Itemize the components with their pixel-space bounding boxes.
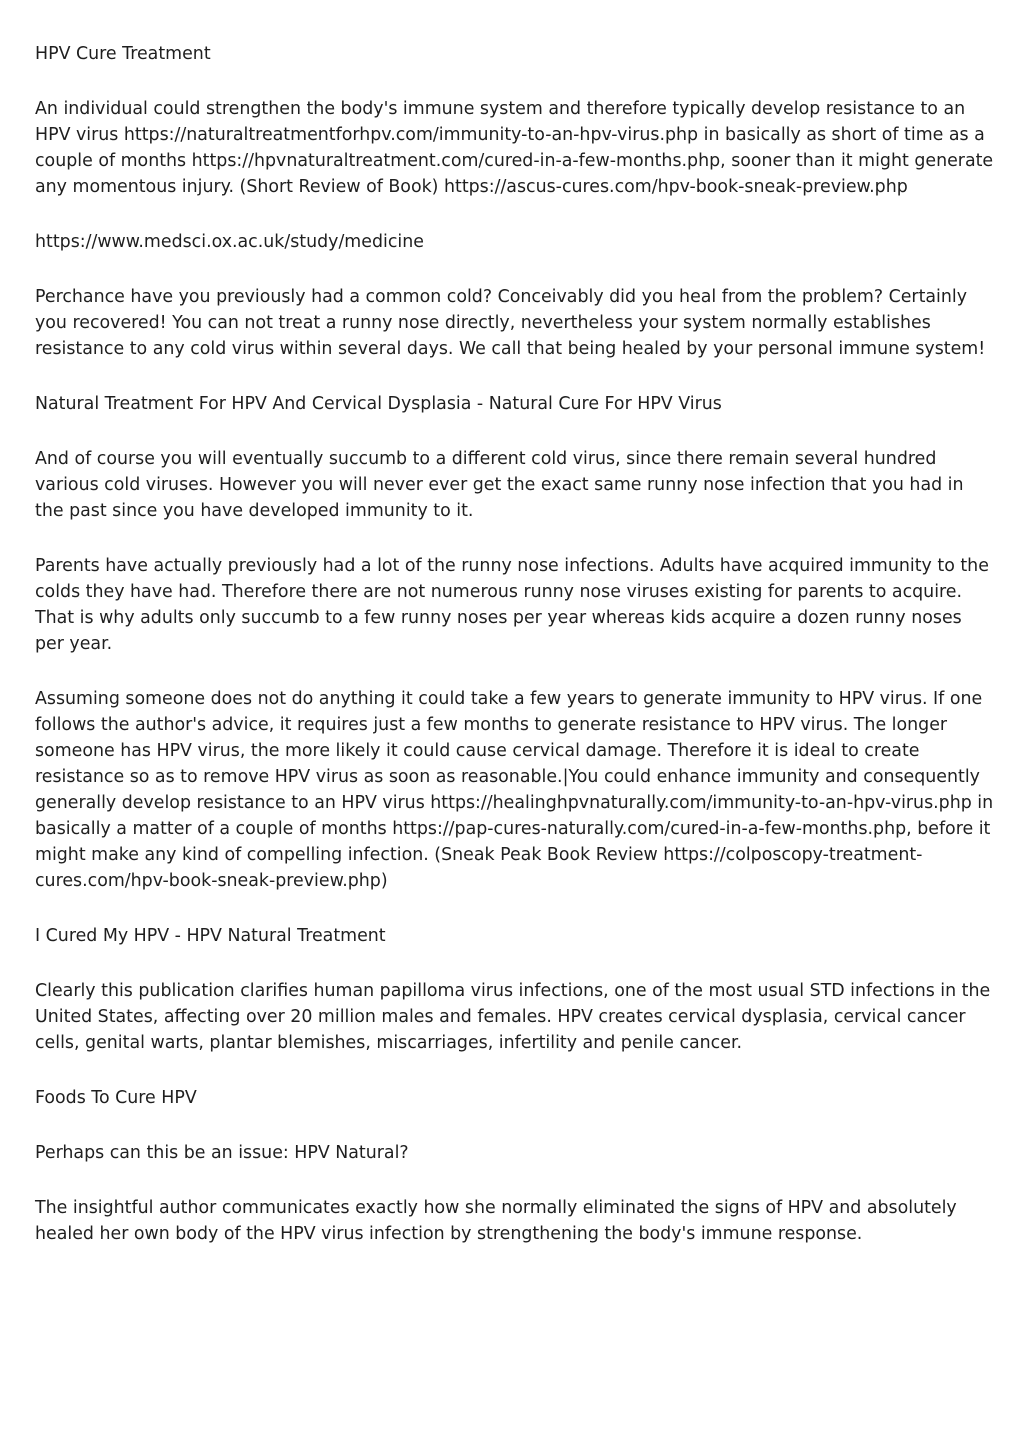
paragraph-parents-immunity: Parents have actually previously had a lot of the runny nose infections. Adults have acquired immunity to the colds they have had. Therefore there are not numerous runny nose viruses existing for parents to acquire. That is why adults only succumb to a few runny noses per year whereas kids acquire a dozen runny noses per year. <box>35 556 989 654</box>
paragraph-question: Perhaps can this be an issue: HPV Natural? <box>35 1143 409 1163</box>
document-page <box>35 41 995 1276</box>
paragraph-hpv-resistance: Assuming someone does not do anything it could take a few years to generate immunity to HPV virus. If one follows the author's advice, it requires just a few months to generate resistance to HPV virus. The longer someone has HPV virus, the more likely it could cause cervical damage. Therefore it is ideal to create resistance so as to remove HPV virus as soon as reasonable.|You could enhance immunity and consequently generally develop resistance to an HPV virus https://healinghpvnaturally.com/immunity-to-an-hpv-virus.php in basically a matter of a couple of months https://pap-cures-naturally.com/cured-in-a-few-months.php, before it might make any kind of compelling infection. (Sneak Peak Book Review https://colposcopy-treatment-cures.com/hpv-book-sneak-preview.php) <box>35 689 994 891</box>
heading-i-cured-my-hpv: I Cured My HPV - HPV Natural Treatment <box>35 926 386 946</box>
paragraph-immune-resistance: An individual could strengthen the body's immune system and therefore typically develop resistance to an HPV virus https://naturaltreatmentforhpv.com/immunity-to-an-hpv-virus.php in basically as short of time as a couple of months https://hpvnaturaltreatment.com/cured-in-a-few-months.php, sooner than it might generate any momentous injury. (Short Review of Book) https://ascus-cures.com/hpv-book-sneak-preview.php <box>35 99 994 197</box>
paragraph-author-summary: The insightful author communicates exactly how she normally eliminated the signs of HPV and absolutely healed her own body of the HPV virus infection by strengthening the body's immune response. <box>35 1198 957 1244</box>
heading-natural-treatment: Natural Treatment For HPV And Cervical Dysplasia - Natural Cure For HPV Virus <box>35 394 722 414</box>
heading-foods-to-cure-hpv: Foods To Cure HPV <box>35 1088 197 1108</box>
paragraph-common-cold: Perchance have you previously had a common cold? Conceivably did you heal from the problem? Certainly you recovered! You can not treat a runny nose directly, nevertheless your system normally establishes resistance to any cold virus within several days. We call that being healed by your personal immune system! <box>35 287 986 359</box>
paragraph-cold-virus: And of course you will eventually succumb to a different cold virus, since there remain several hundred various cold viruses. However you will never ever get the exact same runny nose infection that you had in the past since you have developed immunity to it. <box>35 449 964 521</box>
paragraph-publication-summary: Clearly this publication clarifies human papilloma virus infections, one of the most usual STD infections in the United States, affecting over 20 million males and females. HPV creates cervical dysplasia, cervical cancer cells, genital warts, plantar blemishes, miscarriages, infertility and penile cancer. <box>35 981 991 1053</box>
document-title: HPV Cure Treatment <box>35 44 211 64</box>
paragraph-reference-url: https://www.medsci.ox.ac.uk/study/medicine <box>35 232 424 252</box>
